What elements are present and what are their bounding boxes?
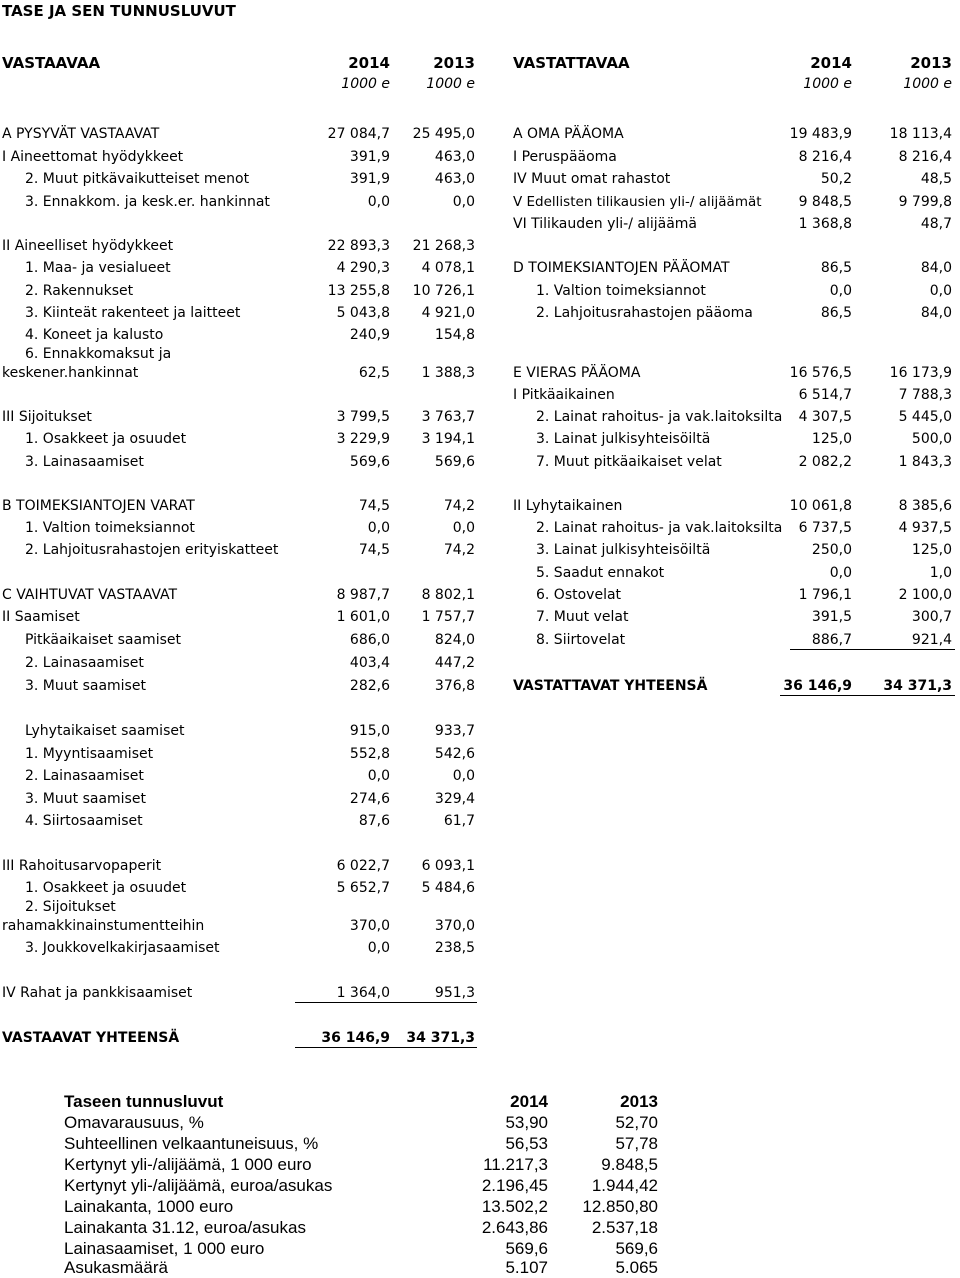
asset-row-value-2013: 1 757,7 <box>421 609 475 625</box>
asset-row-value-2014: 4 290,3 <box>336 260 390 276</box>
asset-row-label: III Sijoitukset <box>2 409 92 425</box>
asset-row-label: 3. Ennakkom. ja kesk.er. hankinnat <box>25 194 270 210</box>
asset-row-value-2013: 3 194,1 <box>421 431 475 447</box>
key-figure-value-2014: 11.217,3 <box>483 1155 548 1174</box>
liability-row-value-2013: 48,5 <box>920 171 952 187</box>
asset-row-value-2014: 552,8 <box>349 746 390 762</box>
assets-year-2013: 2013 <box>433 54 475 72</box>
asset-row-label: C VAIHTUVAT VASTAAVAT <box>2 587 178 603</box>
asset-row-value-2013: 3 763,7 <box>421 409 475 425</box>
key-figure-value-2013: 569,6 <box>615 1239 658 1258</box>
liability-row-label: 7. Muut velat <box>536 609 629 625</box>
liability-row-value-2014: 2 082,2 <box>798 454 852 470</box>
asset-row-label: rahamakkinainstumentteihin <box>2 918 205 934</box>
liability-row-value-2014: 886,7 <box>811 632 852 648</box>
assets-unit-2014: 1000 e <box>341 76 390 92</box>
asset-row-value-2014: 0,0 <box>367 194 390 210</box>
asset-row-value-2014: 87,6 <box>358 813 390 829</box>
liability-row-value-2013: 4 937,5 <box>898 520 952 536</box>
asset-row-value-2013: 463,0 <box>434 149 475 165</box>
key-figure-label: Kertynyt yli-/alijäämä, 1 000 euro <box>64 1155 312 1174</box>
asset-row-label: 3. Muut saamiset <box>25 678 146 694</box>
asset-row-label: 1. Osakkeet ja osuudet <box>25 880 187 896</box>
asset-row-value-2014: 1 364,0 <box>336 985 390 1001</box>
key-figure-value-2014: 569,6 <box>505 1239 548 1258</box>
liability-row-label: 3. Lainat julkisyhteisöiltä <box>536 542 711 558</box>
asset-row-value-2013: 463,0 <box>434 171 475 187</box>
liability-row-value-2013: 7 788,3 <box>898 387 952 403</box>
asset-row-value-2013: 824,0 <box>434 632 475 648</box>
asset-row-label: IV Rahat ja pankkisaamiset <box>2 985 193 1001</box>
liability-row-value-2014: 125,0 <box>811 431 852 447</box>
key-figure-label: Kertynyt yli-/alijäämä, euroa/asukas <box>64 1176 333 1195</box>
asset-row-label: II Saamiset <box>2 609 80 625</box>
liabilities-unit-2013: 1000 e <box>903 76 952 92</box>
assets-unit-2013: 1000 e <box>426 76 475 92</box>
asset-row-label: 1. Valtion toimeksiannot <box>25 520 195 536</box>
asset-row-value-2014: 0,0 <box>367 940 390 956</box>
asset-row-value-2013: 74,2 <box>443 498 475 514</box>
key-figure-value-2013: 5.065 <box>615 1258 658 1277</box>
liability-row-value-2013: 16 173,9 <box>889 365 952 381</box>
assets-total-2014: 36 146,9 <box>321 1030 390 1046</box>
liability-row-label: D TOIMEKSIANTOJEN PÄÄOMAT <box>513 260 730 276</box>
asset-row-label: 1. Myyntisaamiset <box>25 746 154 762</box>
asset-row-value-2014: 274,6 <box>349 791 390 807</box>
liability-row-value-2013: 500,0 <box>911 431 952 447</box>
key-figure-label: Lainakanta 31.12, euroa/asukas <box>64 1218 306 1237</box>
liability-row-value-2013: 8 216,4 <box>898 149 952 165</box>
asset-row-value-2014: 0,0 <box>367 768 390 784</box>
liabilities-heading: VASTATTAVAA <box>513 54 630 72</box>
asset-row-label: I Aineettomat hyödykkeet <box>2 149 184 165</box>
asset-row-label: 3. Muut saamiset <box>25 791 146 807</box>
liability-row-value-2014: 0,0 <box>829 283 852 299</box>
asset-row-value-2013: 542,6 <box>434 746 475 762</box>
liability-row-value-2014: 50,2 <box>820 171 852 187</box>
liability-row-value-2013: 2 100,0 <box>898 587 952 603</box>
assets-year-2014: 2014 <box>348 54 390 72</box>
asset-row-value-2014: 391,9 <box>349 149 390 165</box>
asset-row-label: 4. Koneet ja kalusto <box>25 327 164 343</box>
key-figures-title: Taseen tunnusluvut <box>64 1092 224 1111</box>
liability-row-label: I Peruspääoma <box>513 149 617 165</box>
liability-row-value-2013: 84,0 <box>920 260 952 276</box>
liability-row-label: 2. Lainat rahoitus- ja vak.laitoksilta <box>536 520 783 536</box>
asset-row-value-2013: 4 921,0 <box>421 305 475 321</box>
assets-heading: VASTAAVAA <box>2 54 101 72</box>
asset-row-value-2014: 686,0 <box>349 632 390 648</box>
asset-row-label: 2. Lainasaamiset <box>25 768 144 784</box>
asset-row-value-2014: 569,6 <box>349 454 390 470</box>
key-figure-value-2014: 56,53 <box>505 1134 548 1153</box>
asset-row-value-2013: 10 726,1 <box>412 283 475 299</box>
asset-row-label: 3. Lainasaamiset <box>25 454 144 470</box>
liability-row-value-2013: 0,0 <box>929 283 952 299</box>
liability-row-label: 2. Lahjoitusrahastojen pääoma <box>536 305 753 321</box>
page-title: TASE JA SEN TUNNUSLUVUT <box>2 2 236 20</box>
asset-row-label: 2. Rakennukset <box>25 283 134 299</box>
liability-row-value-2013: 1 843,3 <box>898 454 952 470</box>
asset-row-value-2014: 391,9 <box>349 171 390 187</box>
asset-row-label: 3. Kiinteät rakenteet ja laitteet <box>25 305 241 321</box>
liability-row-value-2013: 1,0 <box>929 565 952 581</box>
asset-row-label: II Aineelliset hyödykkeet <box>2 238 174 254</box>
asset-row-value-2014: 62,5 <box>358 365 390 381</box>
asset-row-value-2014: 8 987,7 <box>336 587 390 603</box>
asset-row-label: 1. Osakkeet ja osuudet <box>25 431 187 447</box>
asset-row-value-2014: 27 084,7 <box>327 126 390 142</box>
asset-row-label: 1. Maa- ja vesialueet <box>25 260 171 276</box>
asset-row-value-2014: 22 893,3 <box>327 238 390 254</box>
total-underline <box>780 695 955 696</box>
asset-row-value-2014: 1 601,0 <box>336 609 390 625</box>
asset-row-value-2013: 6 093,1 <box>421 858 475 874</box>
liability-row-value-2014: 16 576,5 <box>789 365 852 381</box>
asset-row-label: 2. Sijoitukset <box>25 899 116 915</box>
liability-row-label: 2. Lainat rahoitus- ja vak.laitoksilta <box>536 409 783 425</box>
liability-row-value-2014: 391,5 <box>811 609 852 625</box>
asset-row-value-2013: 0,0 <box>452 194 475 210</box>
liability-row-label: 6. Ostovelat <box>536 587 622 603</box>
asset-row-label: 2. Muut pitkävaikutteiset menot <box>25 171 250 187</box>
subtotal-underline <box>790 649 955 650</box>
key-figure-value-2014: 2.643,86 <box>481 1218 548 1237</box>
liability-row-value-2014: 1 796,1 <box>798 587 852 603</box>
asset-row-value-2013: 154,8 <box>434 327 475 343</box>
asset-row-label: Pitkäaikaiset saamiset <box>25 632 181 648</box>
liability-row-value-2014: 10 061,8 <box>789 498 852 514</box>
liability-row-value-2014: 0,0 <box>829 565 852 581</box>
asset-row-label: 3. Joukkovelkakirjasaamiset <box>25 940 220 956</box>
liability-row-label: IV Muut omat rahastot <box>513 171 671 187</box>
key-figure-value-2013: 12.850,80 <box>582 1197 658 1216</box>
subtotal-underline <box>295 1002 477 1003</box>
asset-row-value-2014: 5 652,7 <box>336 880 390 896</box>
asset-row-value-2013: 61,7 <box>443 813 475 829</box>
asset-row-value-2013: 5 484,6 <box>421 880 475 896</box>
asset-row-value-2013: 447,2 <box>434 655 475 671</box>
asset-row-value-2013: 951,3 <box>434 985 475 1001</box>
asset-row-value-2013: 0,0 <box>452 520 475 536</box>
key-figure-value-2013: 57,78 <box>615 1134 658 1153</box>
key-figure-value-2014: 53,90 <box>505 1113 548 1132</box>
liability-row-value-2014: 9 848,5 <box>798 194 852 210</box>
liabilities-total-2013: 34 371,3 <box>883 678 952 694</box>
liability-row-label: 1. Valtion toimeksiannot <box>536 283 706 299</box>
asset-row-label: 2. Lainasaamiset <box>25 655 144 671</box>
liability-row-value-2013: 5 445,0 <box>898 409 952 425</box>
asset-row-value-2013: 933,7 <box>434 723 475 739</box>
key-figures-year-2013: 2013 <box>620 1092 658 1111</box>
asset-row-value-2014: 74,5 <box>358 498 390 514</box>
liabilities-total-label: VASTATTAVAT YHTEENSÄ <box>513 678 708 694</box>
liability-row-value-2014: 4 307,5 <box>798 409 852 425</box>
asset-row-value-2014: 13 255,8 <box>327 283 390 299</box>
liability-row-label: I Pitkäaikainen <box>513 387 615 403</box>
liability-row-value-2014: 86,5 <box>820 305 852 321</box>
liability-row-label: 8. Siirtovelat <box>536 632 626 648</box>
asset-row-label: 2. Lahjoitusrahastojen erityiskatteet <box>25 542 279 558</box>
liability-row-value-2013: 84,0 <box>920 305 952 321</box>
asset-row-value-2014: 915,0 <box>349 723 390 739</box>
asset-row-label: III Rahoitusarvopaperit <box>2 858 162 874</box>
liability-row-label: 3. Lainat julkisyhteisöiltä <box>536 431 711 447</box>
key-figure-value-2013: 2.537,18 <box>591 1218 658 1237</box>
key-figure-value-2014: 5.107 <box>505 1258 548 1277</box>
asset-row-value-2014: 3 229,9 <box>336 431 390 447</box>
key-figure-value-2013: 9.848,5 <box>601 1155 658 1174</box>
asset-row-value-2014: 282,6 <box>349 678 390 694</box>
liability-row-value-2013: 8 385,6 <box>898 498 952 514</box>
asset-row-label: B TOIMEKSIANTOJEN VARAT <box>2 498 195 514</box>
liability-row-label: E VIERAS PÄÄOMA <box>513 365 641 381</box>
liability-row-value-2014: 86,5 <box>820 260 852 276</box>
key-figure-value-2013: 52,70 <box>615 1113 658 1132</box>
liability-row-value-2013: 300,7 <box>911 609 952 625</box>
asset-row-value-2014: 74,5 <box>358 542 390 558</box>
key-figure-value-2014: 13.502,2 <box>481 1197 548 1216</box>
asset-row-label: keskener.hankinnat <box>2 365 139 381</box>
asset-row-value-2014: 0,0 <box>367 520 390 536</box>
liability-row-value-2014: 6 514,7 <box>798 387 852 403</box>
liability-row-value-2013: 18 113,4 <box>889 126 952 142</box>
key-figure-label: Omavarausuus, % <box>64 1113 204 1132</box>
asset-row-value-2013: 8 802,1 <box>421 587 475 603</box>
liability-row-value-2013: 921,4 <box>911 632 952 648</box>
liabilities-year-2013: 2013 <box>910 54 952 72</box>
asset-row-label: A PYSYVÄT VASTAAVAT <box>2 126 160 142</box>
liabilities-year-2014: 2014 <box>810 54 852 72</box>
key-figure-value-2014: 2.196,45 <box>481 1176 548 1195</box>
asset-row-label: 4. Siirtosaamiset <box>25 813 143 829</box>
asset-row-label: Lyhytaikaiset saamiset <box>25 723 185 739</box>
asset-row-value-2013: 21 268,3 <box>412 238 475 254</box>
liability-row-label: 5. Saadut ennakot <box>536 565 665 581</box>
asset-row-value-2013: 1 388,3 <box>421 365 475 381</box>
liability-row-value-2014: 19 483,9 <box>789 126 852 142</box>
asset-row-value-2014: 3 799,5 <box>336 409 390 425</box>
liability-row-value-2014: 6 737,5 <box>798 520 852 536</box>
key-figure-label: Lainasaamiset, 1 000 euro <box>64 1239 265 1258</box>
liability-row-value-2014: 8 216,4 <box>798 149 852 165</box>
liability-row-value-2014: 250,0 <box>811 542 852 558</box>
key-figure-label: Lainakanta, 1000 euro <box>64 1197 234 1216</box>
asset-row-value-2014: 370,0 <box>349 918 390 934</box>
assets-total-label: VASTAAVAT YHTEENSÄ <box>2 1030 180 1046</box>
liability-row-label: V Edellisten tilikausien yli-/ alijäämät <box>513 194 762 210</box>
asset-row-value-2013: 329,4 <box>434 791 475 807</box>
asset-row-value-2013: 376,8 <box>434 678 475 694</box>
key-figures-year-2014: 2014 <box>510 1092 548 1111</box>
liabilities-unit-2014: 1000 e <box>803 76 852 92</box>
liability-row-value-2013: 48,7 <box>920 216 952 232</box>
asset-row-value-2013: 25 495,0 <box>412 126 475 142</box>
liability-row-label: VI Tilikauden yli-/ alijäämä <box>513 216 697 232</box>
liability-row-label: 7. Muut pitkäaikaiset velat <box>536 454 722 470</box>
total-underline <box>295 1047 477 1048</box>
asset-row-value-2013: 370,0 <box>434 918 475 934</box>
key-figure-label: Asukasmäärä <box>64 1258 168 1277</box>
asset-row-value-2014: 6 022,7 <box>336 858 390 874</box>
asset-row-value-2013: 238,5 <box>434 940 475 956</box>
asset-row-value-2014: 5 043,8 <box>336 305 390 321</box>
assets-total-2013: 34 371,3 <box>406 1030 475 1046</box>
key-figure-label: Suhteellinen velkaantuneisuus, % <box>64 1134 319 1153</box>
liability-row-value-2013: 9 799,8 <box>898 194 952 210</box>
asset-row-value-2014: 240,9 <box>349 327 390 343</box>
asset-row-value-2013: 569,6 <box>434 454 475 470</box>
liability-row-label: A OMA PÄÄOMA <box>513 126 624 142</box>
liability-row-value-2013: 125,0 <box>911 542 952 558</box>
key-figure-value-2013: 1.944,42 <box>591 1176 658 1195</box>
asset-row-value-2013: 0,0 <box>452 768 475 784</box>
asset-row-value-2013: 74,2 <box>443 542 475 558</box>
asset-row-label: 6. Ennakkomaksut ja <box>25 346 172 362</box>
liabilities-total-2014: 36 146,9 <box>783 678 852 694</box>
asset-row-value-2014: 403,4 <box>349 655 390 671</box>
liability-row-value-2014: 1 368,8 <box>798 216 852 232</box>
liability-row-label: II Lyhytaikainen <box>513 498 623 514</box>
asset-row-value-2013: 4 078,1 <box>421 260 475 276</box>
